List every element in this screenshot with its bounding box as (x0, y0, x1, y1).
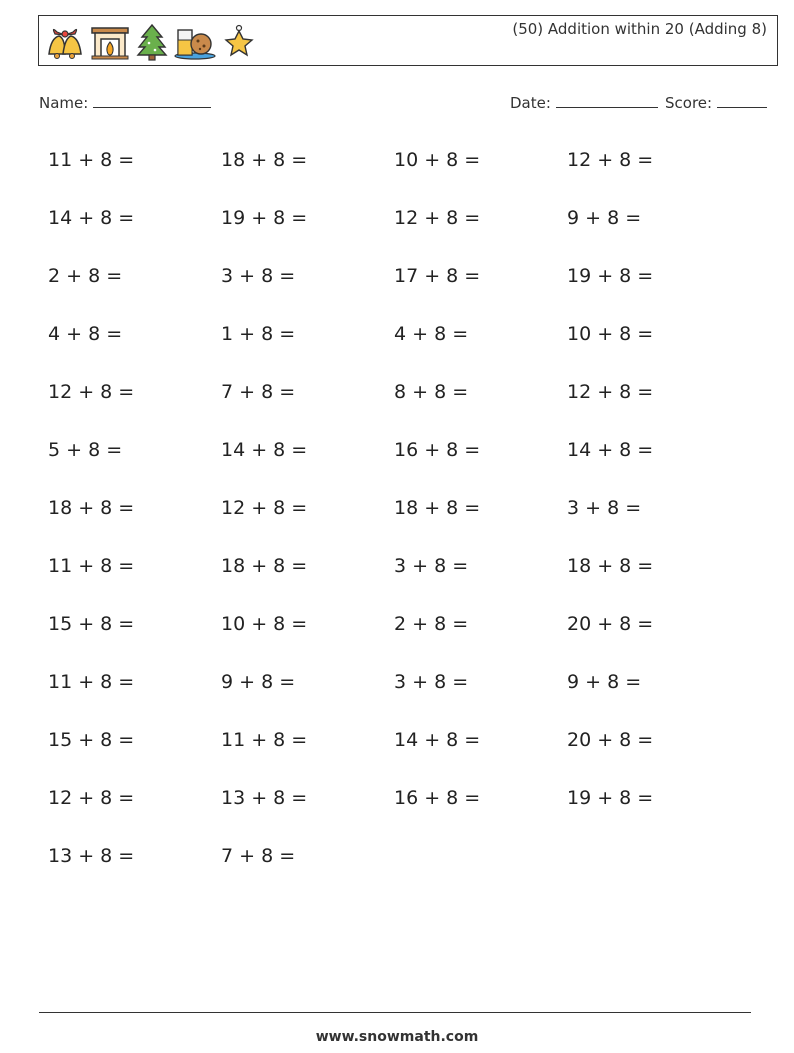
problem: 14 + 8 = (567, 439, 654, 461)
header-icons (43, 22, 257, 62)
problem: 11 + 8 = (48, 555, 135, 577)
problem: 10 + 8 = (567, 323, 654, 345)
problem: 12 + 8 = (48, 787, 135, 809)
problem: 18 + 8 = (394, 497, 481, 519)
problem: 7 + 8 = (221, 381, 296, 403)
problem: 3 + 8 = (394, 555, 469, 577)
problem: 4 + 8 = (394, 323, 469, 345)
problem: 10 + 8 = (394, 149, 481, 171)
problem: 8 + 8 = (394, 381, 469, 403)
problem: 1 + 8 = (221, 323, 296, 345)
problem: 4 + 8 = (48, 323, 123, 345)
problem: 9 + 8 = (567, 671, 642, 693)
problem: 11 + 8 = (48, 149, 135, 171)
problem: 5 + 8 = (48, 439, 123, 461)
problem: 19 + 8 = (567, 265, 654, 287)
date-field (510, 93, 658, 112)
footer-website[interactable]: www.snowmath.com (315, 1029, 479, 1045)
problem: 12 + 8 = (221, 497, 308, 519)
problem: 13 + 8 = (48, 845, 135, 867)
problem: 14 + 8 = (48, 207, 135, 229)
problem: 15 + 8 = (48, 729, 135, 751)
problem: 15 + 8 = (48, 613, 135, 635)
christmas-tree-icon (135, 23, 169, 61)
problem: 3 + 8 = (394, 671, 469, 693)
problem: 3 + 8 = (221, 265, 296, 287)
problem: 2 + 8 = (394, 613, 469, 635)
problem: 2 + 8 = (48, 265, 123, 287)
score-blank[interactable] (717, 93, 767, 108)
problem: 18 + 8 = (567, 555, 654, 577)
worksheet-header (38, 15, 778, 66)
problem: 19 + 8 = (567, 787, 654, 809)
bells-icon (43, 24, 85, 60)
problem: 9 + 8 = (221, 671, 296, 693)
problem: 19 + 8 = (221, 207, 308, 229)
problem: 10 + 8 = (221, 613, 308, 635)
worksheet-title: (50) Addition within 20 (Adding 8) (512, 20, 767, 38)
problem: 18 + 8 = (221, 149, 308, 171)
problem: 20 + 8 = (567, 729, 654, 751)
score-label: Score: (665, 94, 713, 112)
problem: 14 + 8 = (221, 439, 308, 461)
problem: 12 + 8 = (48, 381, 135, 403)
name-label: Name: (39, 94, 89, 112)
date-label: Date: (510, 94, 551, 112)
date-blank[interactable] (556, 93, 658, 108)
problem: 18 + 8 = (221, 555, 308, 577)
problem: 12 + 8 = (567, 381, 654, 403)
problem: 16 + 8 = (394, 439, 481, 461)
problem: 18 + 8 = (48, 497, 135, 519)
problem: 3 + 8 = (567, 497, 642, 519)
star-ornament-icon (221, 24, 257, 60)
footer-divider (39, 1012, 751, 1013)
problem: 12 + 8 = (394, 207, 481, 229)
problem: 16 + 8 = (394, 787, 481, 809)
problem: 9 + 8 = (567, 207, 642, 229)
milk-and-cookie-icon (173, 24, 217, 60)
name-blank[interactable] (93, 93, 211, 108)
problem: 14 + 8 = (394, 729, 481, 751)
problem: 17 + 8 = (394, 265, 481, 287)
fireplace-icon (89, 24, 131, 60)
problem: 20 + 8 = (567, 613, 654, 635)
problem: 12 + 8 = (567, 149, 654, 171)
problem: 7 + 8 = (221, 845, 296, 867)
name-field (39, 93, 211, 112)
score-field (665, 93, 767, 112)
problem: 11 + 8 = (221, 729, 308, 751)
problem: 13 + 8 = (221, 787, 308, 809)
problem: 11 + 8 = (48, 671, 135, 693)
